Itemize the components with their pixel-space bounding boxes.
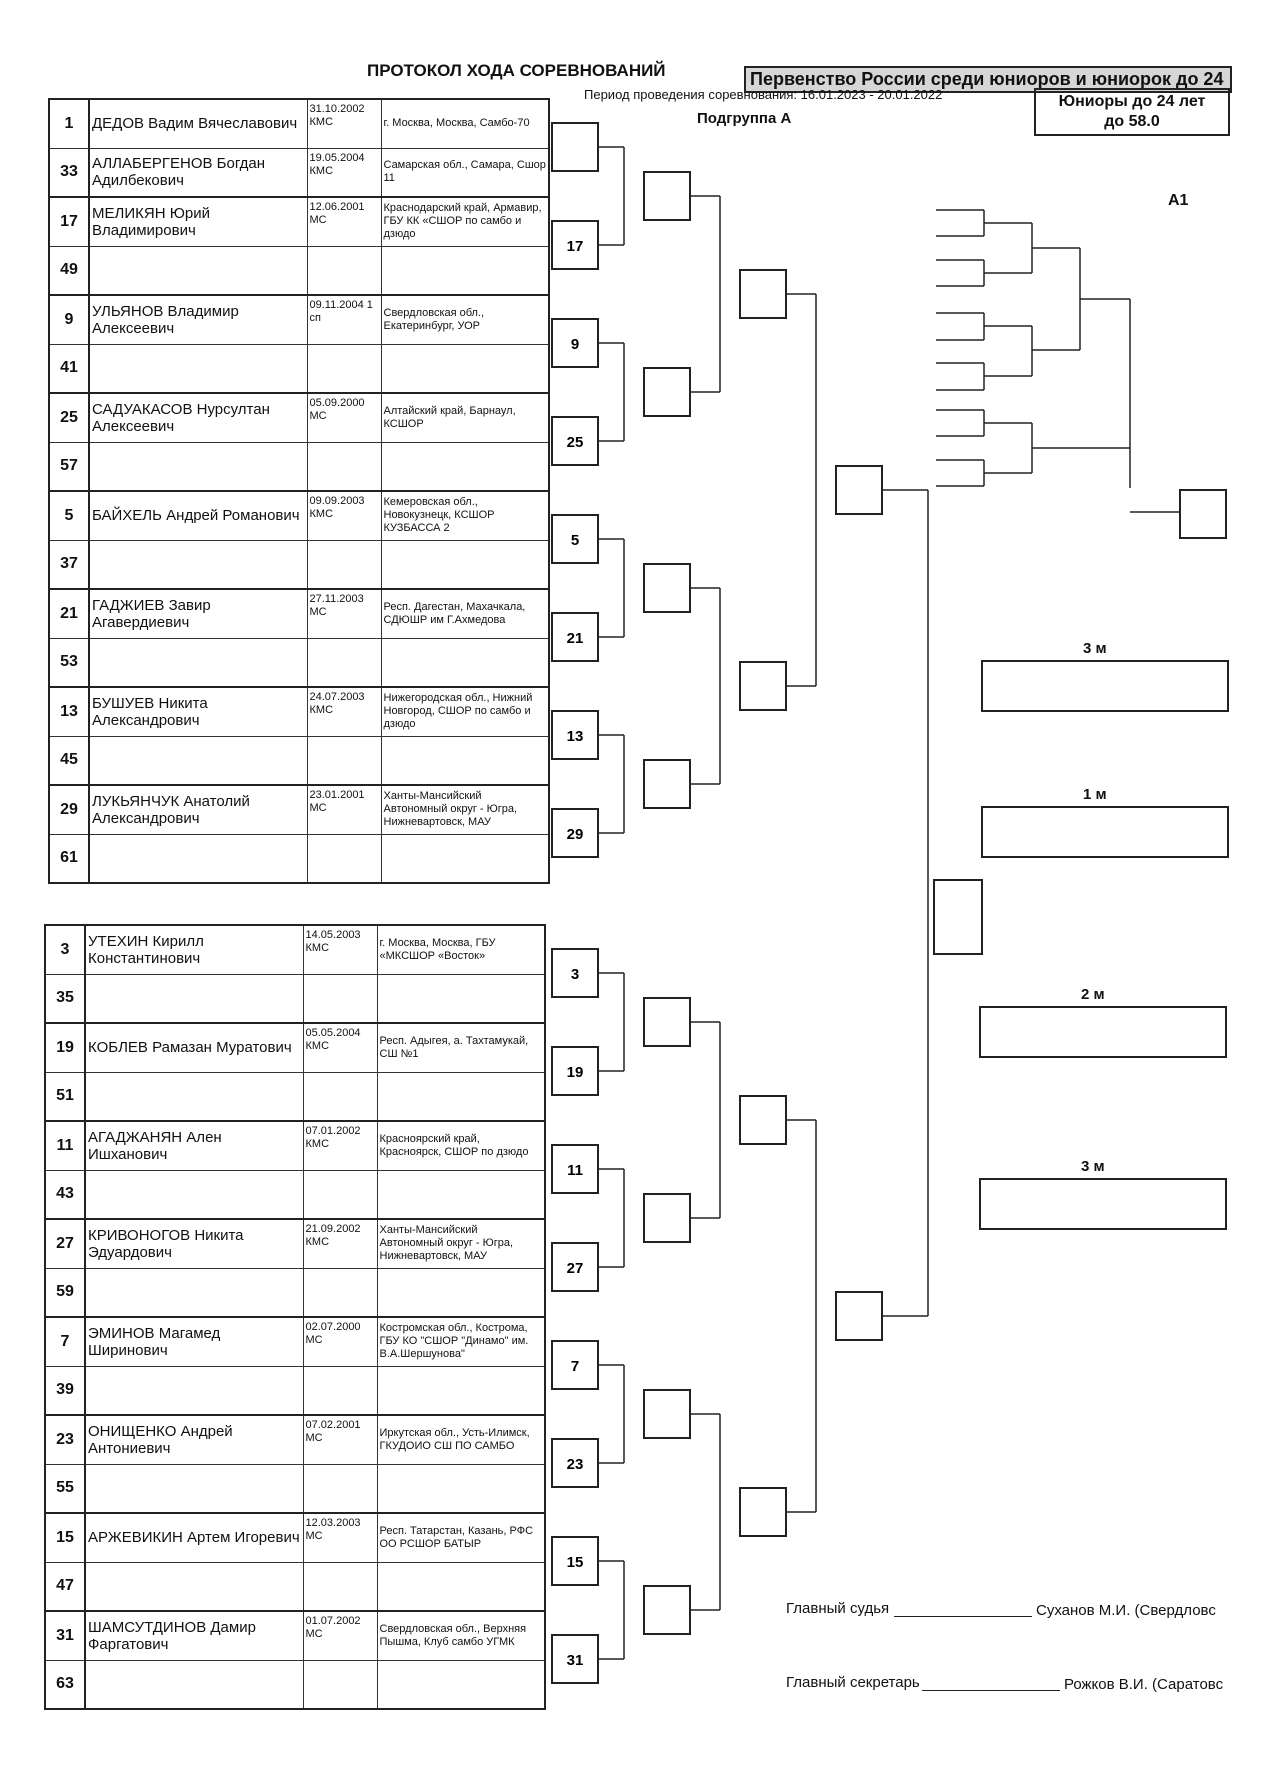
chief-judge-label: Главный судья: [786, 1600, 890, 1617]
competitor-dob-rank: 07.01.2002 КМС: [303, 1121, 377, 1170]
match-box-r2: [644, 172, 690, 220]
competitor-number: 3: [45, 925, 85, 974]
chief-judge-signature-line: [894, 1616, 1032, 1617]
competitor-club: г. Москва, Москва, ГБУ «МКСШОР «Восток»: [377, 925, 545, 974]
competitor-club: Красноярский край, Красноярск, СШОР по дзюдо: [377, 1121, 545, 1170]
chief-judge-name: Суханов М.И. (Свердловс: [1036, 1602, 1216, 1619]
competitor-number: 23: [45, 1415, 85, 1464]
place-label-third-a: 3 м: [1083, 640, 1107, 657]
competitor-dob-rank: 14.05.2003 КМС: [303, 925, 377, 974]
match-box-r2: [644, 368, 690, 416]
competitor-club: Краснодарский край, Армавир, ГБУ КК «СШОР по самбо и дзюдо: [381, 197, 549, 246]
competitor-number: 31: [45, 1611, 85, 1660]
competitor-number: 37: [49, 540, 89, 589]
competitor-dob-rank: 01.07.2002 МС: [303, 1611, 377, 1660]
competitor-club: г. Москва, Москва, Самбо-70: [381, 99, 549, 148]
competitor-number: 17: [49, 197, 89, 246]
competitor-number: 45: [49, 736, 89, 785]
competitor-name: УТЕХИН Кирилл Константинович: [85, 925, 303, 974]
competitor-name: ДЕДОВ Вадим Вячеславович: [89, 99, 307, 148]
competitor-name: МЕЛИКЯН Юрий Владимирович: [89, 197, 307, 246]
match-box-r2: [644, 1586, 690, 1634]
place-label-third-b: 3 м: [1081, 1158, 1105, 1175]
competitor-club: Нижегородская обл., Нижний Новгород, СШОР по самбо и дзюдо: [381, 687, 549, 736]
competitor-name: БАЙХЕЛЬ Андрей Романович: [89, 491, 307, 540]
place-box-third-b: [979, 1178, 1227, 1230]
competitor-name: ШАМСУТДИНОВ Дамир Фаргатович: [85, 1611, 303, 1660]
seed-number: 27: [566, 1260, 584, 1277]
competitor-name: АРЖЕВИКИН Артем Игоревич: [85, 1513, 303, 1562]
competitor-number: 61: [49, 834, 89, 883]
seed-number: 3: [570, 966, 580, 983]
competitor-club: Ханты-Мансийский Автономный округ - Югра, Нижневартовск, МАУ: [381, 785, 549, 834]
competitor-number: 41: [49, 344, 89, 393]
competitor-number: 51: [45, 1072, 85, 1121]
match-box-r4: [836, 1292, 882, 1340]
match-box-r2: [644, 564, 690, 612]
competitor-dob-rank: 24.07.2003 КМС: [307, 687, 381, 736]
competitor-name: УЛЬЯНОВ Владимир Алексеевич: [89, 295, 307, 344]
chief-secretary-label: Главный секретарь: [786, 1674, 920, 1691]
competitor-number: 13: [49, 687, 89, 736]
competitor-name: ЭМИНОВ Магамед Ширинович: [85, 1317, 303, 1366]
competitor-dob-rank: 05.09.2000 МС: [307, 393, 381, 442]
seed-number: 19: [566, 1064, 584, 1081]
match-box-r3: [740, 270, 786, 318]
competitor-dob-rank: 09.09.2003 КМС: [307, 491, 381, 540]
competitor-dob-rank: 27.11.2003 МС: [307, 589, 381, 638]
subgroup-title: Подгруппа А: [697, 110, 792, 127]
competitor-name: КРИВОНОГОВ Никита Эдуардович: [85, 1219, 303, 1268]
match-box-r1: [552, 123, 598, 171]
competitor-number: 1: [49, 99, 89, 148]
competitor-name: ОНИЩЕНКО Андрей Антониевич: [85, 1415, 303, 1464]
seed-number: 7: [570, 1358, 580, 1375]
competitor-club: Кемеровская обл., Новокузнецк, КСШОР КУЗБАССА 2: [381, 491, 549, 540]
match-box-r3: [740, 1096, 786, 1144]
competitor-dob-rank: 12.03.2003 МС: [303, 1513, 377, 1562]
match-box-r2: [644, 998, 690, 1046]
competitor-club: Костромская обл., Кострома, ГБУ КО "СШОР "Динамо" им. В.А.Шершунова": [377, 1317, 545, 1366]
competitor-number: 53: [49, 638, 89, 687]
competition-title: Первенство России среди юниоров и юниорок до 24: [744, 66, 1232, 93]
competitor-number: 47: [45, 1562, 85, 1611]
seed-number: 13: [566, 728, 584, 745]
competitor-number: 33: [49, 148, 89, 197]
protocol-title: ПРОТОКОЛ ХОДА СОРЕВНОВАНИЙ: [367, 61, 666, 80]
competitor-number: 27: [45, 1219, 85, 1268]
competitor-club: Респ. Татарстан, Казань, РФС ОО РСШОР БАТЫР: [377, 1513, 545, 1562]
competitor-number: 21: [49, 589, 89, 638]
competitor-dob-rank: 31.10.2002 КМС: [307, 99, 381, 148]
competitor-number: 9: [49, 295, 89, 344]
competitor-name: БУШУЕВ Никита Александрович: [89, 687, 307, 736]
competitor-dob-rank: 19.05.2004 КМС: [307, 148, 381, 197]
seed-number: 21: [566, 630, 584, 647]
competitor-dob-rank: 21.09.2002 КМС: [303, 1219, 377, 1268]
chief-secretary-name: Рожков В.И. (Саратовс: [1064, 1676, 1224, 1693]
competitor-club: Иркутская обл., Усть-Илимск, ГКУДОИО СШ ПО САМБО: [377, 1415, 545, 1464]
match-box-r3: [740, 662, 786, 710]
match-box-r2: [644, 1194, 690, 1242]
competitor-dob-rank: 07.02.2001 МС: [303, 1415, 377, 1464]
competitor-club: Респ. Адыгея, а. Тахтамукай, СШ №1: [377, 1023, 545, 1072]
seed-number: 9: [570, 336, 580, 353]
competitor-number: 49: [49, 246, 89, 295]
seed-number: 23: [566, 1456, 584, 1473]
competitor-number: 25: [49, 393, 89, 442]
match-box-r3: [740, 1488, 786, 1536]
place-box-first: [981, 806, 1229, 858]
match-box-r2: [644, 1390, 690, 1438]
match-box-r2: [644, 760, 690, 808]
competitor-name: ЛУКЬЯНЧУК Анатолий Александрович: [89, 785, 307, 834]
competitor-number: 29: [49, 785, 89, 834]
competitor-name: КОБЛЕВ Рамазан Муратович: [85, 1023, 303, 1072]
competitor-dob-rank: 12.06.2001 МС: [307, 197, 381, 246]
competitor-number: 55: [45, 1464, 85, 1513]
category-age: Юниоры до 24 лет: [1058, 93, 1206, 110]
competitor-number: 63: [45, 1660, 85, 1709]
group-label-a1: А1: [1168, 192, 1189, 209]
seed-number: 17: [566, 238, 584, 255]
seed-number: 15: [566, 1554, 584, 1571]
competitor-name: САДУАКАСОВ Нурсултан Алексеевич: [89, 393, 307, 442]
competitor-club: Самарская обл., Самара, Сшор 11: [381, 148, 549, 197]
competitor-number: 19: [45, 1023, 85, 1072]
competitor-number: 43: [45, 1170, 85, 1219]
competitor-dob-rank: 23.01.2001 МС: [307, 785, 381, 834]
competitor-club: Свердловская обл., Верхняя Пышма, Клуб самбо УГМК: [377, 1611, 545, 1660]
competitor-dob-rank: 02.07.2000 МС: [303, 1317, 377, 1366]
competitor-name: АГАДЖАНЯН Ален Ишханович: [85, 1121, 303, 1170]
competitor-number: 11: [45, 1121, 85, 1170]
category-weight: до 58.0: [1104, 113, 1160, 130]
competitor-club: Свердловская обл., Екатеринбург, УОР: [381, 295, 549, 344]
chief-secretary-signature-line: [922, 1690, 1060, 1691]
competitor-name: АЛЛАБЕРГЕНОВ Богдан Адилбекович: [89, 148, 307, 197]
competitor-number: 57: [49, 442, 89, 491]
competitor-number: 35: [45, 974, 85, 1023]
competitor-dob-rank: 09.11.2004 1 сп: [307, 295, 381, 344]
seed-number: 31: [566, 1652, 584, 1669]
competitor-club: Респ. Дагестан, Махачкала, СДЮШР им Г.Ахмедова: [381, 589, 549, 638]
place-label-first: 1 м: [1083, 786, 1107, 803]
competitor-number: 39: [45, 1366, 85, 1415]
seed-number: 25: [566, 434, 584, 451]
seed-number: 5: [570, 532, 580, 549]
competitor-number: 7: [45, 1317, 85, 1366]
repechage-final-box: [1180, 490, 1226, 538]
competition-period: Период проведения соревнования: 16.01.2023 - 20.01.2022: [584, 87, 943, 102]
competitor-number: 59: [45, 1268, 85, 1317]
place-box-second: [979, 1006, 1227, 1058]
competitor-number: 15: [45, 1513, 85, 1562]
match-box-r4: [836, 466, 882, 514]
place-label-second: 2 м: [1081, 986, 1105, 1003]
competitor-number: 5: [49, 491, 89, 540]
place-box-third-a: [981, 660, 1229, 712]
seed-number: 11: [567, 1162, 583, 1179]
seed-number: 29: [566, 826, 584, 843]
match-box-final: [934, 880, 982, 954]
competitor-club: Алтайский край, Барнаул, КСШОР: [381, 393, 549, 442]
competitor-dob-rank: 05.05.2004 КМС: [303, 1023, 377, 1072]
competitor-name: ГАДЖИЕВ Завир Агавердиевич: [89, 589, 307, 638]
competitor-club: Ханты-Мансийский Автономный округ - Югра, Нижневартовск, МАУ: [377, 1219, 545, 1268]
